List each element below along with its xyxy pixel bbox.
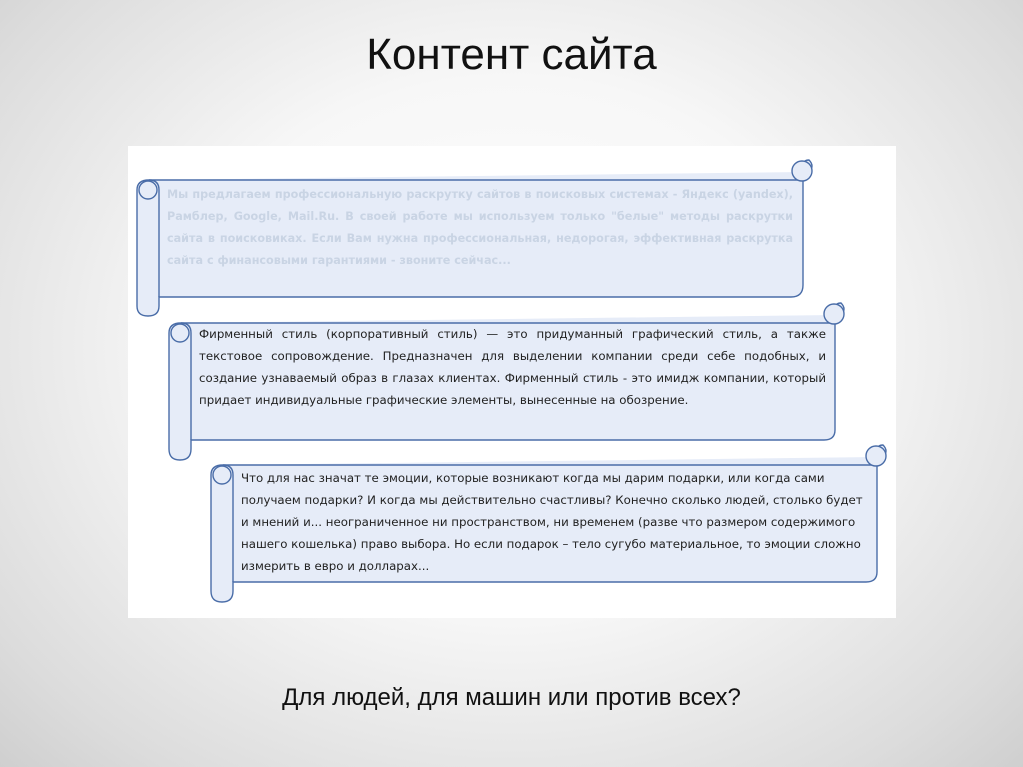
scroll-text-2: Фирменный стиль (корпоративный стиль) — это придуманный графический стиль, а также текстовое сопровождение. Предназначен для выделении компании среди себе подобных, и создание узнаваемый образ в глазах клиентах. Фирменный стиль - это имидж компании, который придает индивидуальные графические элементы, вынесенные на обозрение. <box>199 327 826 407</box>
scroll-text-3: Что для нас значат те эмоции, которые возникают когда мы дарим подарки, или когда сами получаем подарки? И когда мы действительно счастливы? Конечно сколько людей, столько будет и мнений и... неограниченное ни пространством, ни временем (разве что размером содержимого нашего кошелька) право выбора. Но если подарок – тело сугубо материальное, то эмоции сложно измерить в евро и долларах... <box>241 471 863 573</box>
scroll-text-1: Мы предлагаем профессиональную раскрутку сайтов в поисковых системах - Яндекс (yandex), Рамблер, Google, Mail.Ru. В своей работе мы используем только "белые" методы раскрутки сайта в поисковиках. Если Вам нужна профессиональная, недорогая, эффективная раскрутка сайта с финансовыми гарантиями - звоните сейчас... <box>167 188 793 267</box>
scroll-banner-1 <box>137 160 813 316</box>
scroll-banner-2 <box>169 303 846 460</box>
slide-title: Контент сайта <box>366 30 657 79</box>
slide-subtitle: Для людей, для машин или против всех? <box>282 684 741 711</box>
scroll-banner-3 <box>211 445 888 602</box>
